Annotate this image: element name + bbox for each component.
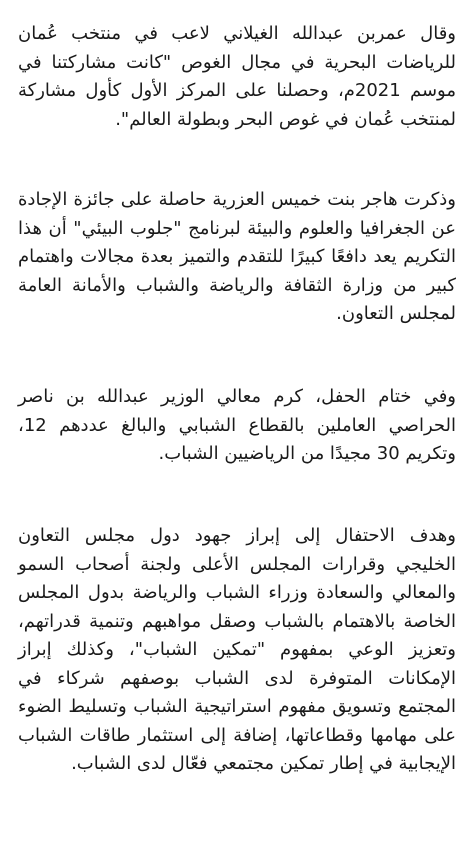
article-paragraph-4: وهدف الاحتفال إلى إبراز جهود دول مجلس التعاون الخليجي وقرارات المجلس الأعلى ولجنة أصحاب السمو والمعالي والسعادة وزراء الشباب والرياضة بدول المجلس الخاصة بالاهتمام بالشباب وصقل مواهبهم وتنمية قدراتهم، وتعزيز الوعي بمفهوم "تمكين الشباب"، وكذلك إبراز الإمكانات المتوفرة لدى الشباب بوصفهم شركاء في المجتمع وتسويق مفهوم استراتيجية الشباب وتسليط الضوء على مهامها وقطاعاتها، إضافة إلى استثمار طاقات الشباب الإيجابية في إطار تمكين مجتمعي فعّال لدى الشباب.: [18, 525, 456, 774]
article-paragraph-1: وقال عمربن عبدالله الغيلاني لاعب في منتخب عُمان للرياضات البحرية في مجال الغوص "كانت مشاركتنا في موسم 2021م، وحصلنا على المركز الأول كأول مشاركة لمنتخب عُمان في غوص البحر وبطولة العالم".: [18, 23, 456, 130]
article-body: [18, 20, 456, 774]
article-paragraph-3: وفي ختام الحفل، كرم معالي الوزير عبدالله بن ناصر الحراصي العاملين بالقطاع الشبابي والبالغ عددهم 12، وتكريم 30 مجيدًا من الرياضيين الشباب.: [18, 386, 456, 464]
article-paragraph-2: وذكرت هاجر بنت خميس العزرية حاصلة على جائزة الإجادة عن الجغرافيا والعلوم والبيئة لبرنامج "جلوب البيئي" أن هذا التكريم يعد دافعًا كبيرًا للتقدم والتميز بعدة مجالات واهتمام كبير من وزارة الثقافة والرياضة والشباب والأمانة العامة لمجلس التعاون.: [18, 189, 456, 324]
